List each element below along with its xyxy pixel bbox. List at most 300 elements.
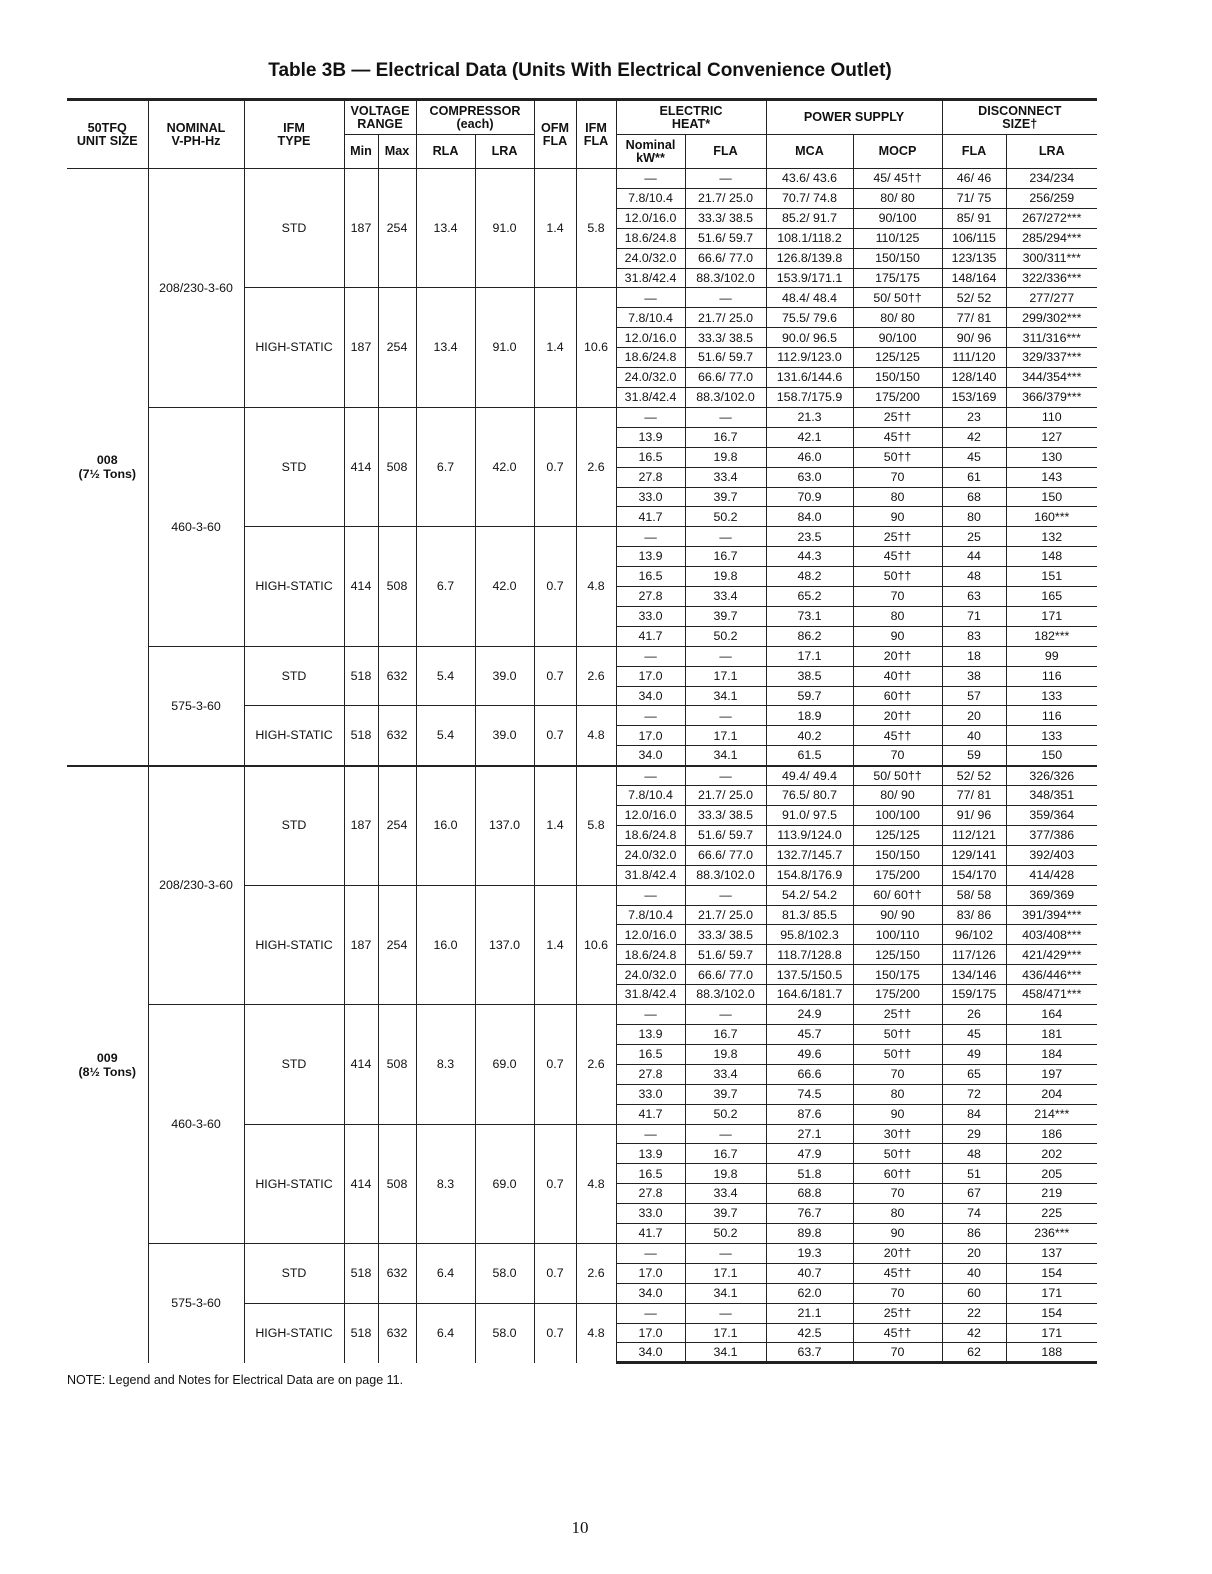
- ifm-fla-cell: 4.8: [576, 1124, 616, 1243]
- mca-cell: 21.1: [766, 1303, 853, 1323]
- mca-cell: 95.8/102.3: [766, 925, 853, 945]
- disconnect-lra-cell: 205: [1006, 1164, 1097, 1184]
- disconnect-lra-cell: 204: [1006, 1084, 1097, 1104]
- disconnect-fla-cell: 91/ 96: [942, 806, 1006, 826]
- heat-kw-cell: 27.8: [616, 467, 685, 487]
- ofm-fla-cell: 0.7: [534, 1005, 576, 1124]
- heat-fla-cell: —: [685, 527, 766, 547]
- heat-kw-cell: —: [616, 885, 685, 905]
- compressor-lra-cell: 42.0: [475, 527, 534, 646]
- heat-fla-cell: 33.3/ 38.5: [685, 806, 766, 826]
- electrical-data-table: [67, 98, 1097, 1364]
- mca-cell: 47.9: [766, 1144, 853, 1164]
- mca-cell: 86.2: [766, 626, 853, 646]
- heat-fla-cell: 17.1: [685, 666, 766, 686]
- heat-kw-cell: 31.8/42.4: [616, 268, 685, 288]
- mocp-cell: 45††: [853, 547, 942, 567]
- voltage-max-cell: 508: [378, 527, 416, 646]
- heat-fla-cell: 33.4: [685, 467, 766, 487]
- disconnect-lra-cell: 150: [1006, 487, 1097, 507]
- nominal-voltage-cell: 460-3-60: [148, 1005, 244, 1244]
- mocp-cell: 90: [853, 626, 942, 646]
- mocp-cell: 70: [853, 1064, 942, 1084]
- disconnect-lra-cell: 171: [1006, 606, 1097, 626]
- heat-fla-cell: 66.6/ 77.0: [685, 368, 766, 388]
- disconnect-lra-cell: 132: [1006, 527, 1097, 547]
- compressor-lra-cell: 91.0: [475, 169, 534, 288]
- voltage-max-cell: 254: [378, 766, 416, 885]
- disconnect-fla-cell: 134/146: [942, 965, 1006, 985]
- heat-fla-cell: —: [685, 646, 766, 666]
- mocp-cell: 100/110: [853, 925, 942, 945]
- ifm-type-cell: HIGH-STATIC: [244, 706, 344, 766]
- disconnect-fla-cell: 84: [942, 1104, 1006, 1124]
- ofm-fla-cell: 1.4: [534, 288, 576, 407]
- heat-fla-cell: 19.8: [685, 567, 766, 587]
- disconnect-fla-cell: 83: [942, 626, 1006, 646]
- table-title: Table 3B — Electrical Data (Units With Electrical Convenience Outlet): [268, 60, 892, 81]
- mca-cell: 132.7/145.7: [766, 845, 853, 865]
- mca-cell: 48.4/ 48.4: [766, 288, 853, 308]
- header-disconnect-fla: FLA: [942, 135, 1006, 169]
- header-compressor: COMPRESSOR (each): [416, 100, 534, 135]
- voltage-min-cell: 187: [344, 169, 378, 288]
- heat-kw-cell: 27.8: [616, 587, 685, 607]
- heat-fla-cell: 17.1: [685, 726, 766, 746]
- heat-kw-cell: 33.0: [616, 1084, 685, 1104]
- mocp-cell: 90/100: [853, 208, 942, 228]
- mca-cell: 40.7: [766, 1263, 853, 1283]
- ifm-fla-cell: 4.8: [576, 706, 616, 766]
- heat-fla-cell: 19.8: [685, 1164, 766, 1184]
- ifm-fla-cell: 5.8: [576, 766, 616, 885]
- disconnect-fla-cell: 25: [942, 527, 1006, 547]
- disconnect-fla-cell: 71: [942, 606, 1006, 626]
- heat-kw-cell: 34.0: [616, 1283, 685, 1303]
- mca-cell: 85.2/ 91.7: [766, 208, 853, 228]
- ifm-type-cell: STD: [244, 1005, 344, 1124]
- mocp-cell: 175/175: [853, 268, 942, 288]
- nominal-voltage-cell: 208/230-3-60: [148, 169, 244, 408]
- ifm-fla-cell: 4.8: [576, 527, 616, 646]
- mocp-cell: 90/100: [853, 328, 942, 348]
- mocp-cell: 150/150: [853, 845, 942, 865]
- disconnect-lra-cell: 299/302***: [1006, 308, 1097, 328]
- mca-cell: 18.9: [766, 706, 853, 726]
- mocp-cell: 25††: [853, 527, 942, 547]
- heat-kw-cell: 41.7: [616, 1104, 685, 1124]
- mocp-cell: 50/ 50††: [853, 288, 942, 308]
- mocp-cell: 20††: [853, 706, 942, 726]
- heat-kw-cell: 12.0/16.0: [616, 925, 685, 945]
- mocp-cell: 80/ 80: [853, 188, 942, 208]
- header-nominal: NOMINAL V-PH-Hz: [148, 100, 244, 169]
- mocp-cell: 60/ 60††: [853, 885, 942, 905]
- disconnect-fla-cell: 44: [942, 547, 1006, 567]
- heat-fla-cell: 34.1: [685, 746, 766, 766]
- mca-cell: 40.2: [766, 726, 853, 746]
- mocp-cell: 90: [853, 507, 942, 527]
- ofm-fla-cell: 0.7: [534, 1303, 576, 1363]
- disconnect-fla-cell: 61: [942, 467, 1006, 487]
- heat-fla-cell: 88.3/102.0: [685, 985, 766, 1005]
- heat-kw-cell: —: [616, 407, 685, 427]
- mocp-cell: 45††: [853, 427, 942, 447]
- unit-size-cell: 008 (7½ Tons): [67, 169, 148, 766]
- ofm-fla-cell: 0.7: [534, 407, 576, 526]
- disconnect-lra-cell: 171: [1006, 1323, 1097, 1343]
- heat-kw-cell: —: [616, 706, 685, 726]
- disconnect-fla-cell: 62: [942, 1343, 1006, 1363]
- heat-fla-cell: 66.6/ 77.0: [685, 248, 766, 268]
- disconnect-lra-cell: 377/386: [1006, 825, 1097, 845]
- compressor-rla-cell: 8.3: [416, 1005, 475, 1124]
- mca-cell: 126.8/139.8: [766, 248, 853, 268]
- heat-fla-cell: 51.6/ 59.7: [685, 228, 766, 248]
- heat-fla-cell: 33.4: [685, 1184, 766, 1204]
- compressor-lra-cell: 137.0: [475, 766, 534, 885]
- heat-kw-cell: 18.6/24.8: [616, 228, 685, 248]
- heat-kw-cell: 18.6/24.8: [616, 825, 685, 845]
- mocp-cell: 80/ 90: [853, 786, 942, 806]
- mca-cell: 48.2: [766, 567, 853, 587]
- mocp-cell: 90: [853, 1104, 942, 1124]
- header-nominal-kw: Nominal kW**: [616, 135, 685, 169]
- heat-kw-cell: 16.5: [616, 1044, 685, 1064]
- voltage-min-cell: 187: [344, 885, 378, 1004]
- mca-cell: 75.5/ 79.6: [766, 308, 853, 328]
- mocp-cell: 25††: [853, 1005, 942, 1025]
- mca-cell: 19.3: [766, 1243, 853, 1263]
- compressor-rla-cell: 6.7: [416, 527, 475, 646]
- mca-cell: 158.7/175.9: [766, 387, 853, 407]
- disconnect-lra-cell: 458/471***: [1006, 985, 1097, 1005]
- mocp-cell: 80/ 80: [853, 308, 942, 328]
- heat-fla-cell: 16.7: [685, 1024, 766, 1044]
- heat-fla-cell: 21.7/ 25.0: [685, 308, 766, 328]
- ifm-fla-cell: 2.6: [576, 1243, 616, 1303]
- ifm-type-cell: HIGH-STATIC: [244, 885, 344, 1004]
- disconnect-lra-cell: 421/429***: [1006, 945, 1097, 965]
- mocp-cell: 175/200: [853, 387, 942, 407]
- heat-fla-cell: —: [685, 407, 766, 427]
- disconnect-fla-cell: 63: [942, 587, 1006, 607]
- heat-fla-cell: 21.7/ 25.0: [685, 786, 766, 806]
- ifm-type-cell: HIGH-STATIC: [244, 527, 344, 646]
- disconnect-lra-cell: 165: [1006, 587, 1097, 607]
- mca-cell: 38.5: [766, 666, 853, 686]
- disconnect-fla-cell: 67: [942, 1184, 1006, 1204]
- disconnect-fla-cell: 74: [942, 1204, 1006, 1224]
- disconnect-lra-cell: 137: [1006, 1243, 1097, 1263]
- compressor-rla-cell: 16.0: [416, 766, 475, 885]
- mca-cell: 74.5: [766, 1084, 853, 1104]
- disconnect-fla-cell: 123/135: [942, 248, 1006, 268]
- disconnect-lra-cell: 236***: [1006, 1224, 1097, 1244]
- heat-fla-cell: 34.1: [685, 686, 766, 706]
- mca-cell: 24.9: [766, 1005, 853, 1025]
- mocp-cell: 90: [853, 1224, 942, 1244]
- voltage-max-cell: 508: [378, 1005, 416, 1124]
- heat-fla-cell: —: [685, 1243, 766, 1263]
- disconnect-lra-cell: 300/311***: [1006, 248, 1097, 268]
- disconnect-lra-cell: 184: [1006, 1044, 1097, 1064]
- heat-fla-cell: —: [685, 706, 766, 726]
- ifm-fla-cell: 10.6: [576, 288, 616, 407]
- ifm-type-cell: HIGH-STATIC: [244, 288, 344, 407]
- ofm-fla-cell: 0.7: [534, 1124, 576, 1243]
- mocp-cell: 125/125: [853, 825, 942, 845]
- mca-cell: 131.6/144.6: [766, 368, 853, 388]
- heat-kw-cell: 31.8/42.4: [616, 985, 685, 1005]
- compressor-lra-cell: 42.0: [475, 407, 534, 526]
- disconnect-fla-cell: 58/ 58: [942, 885, 1006, 905]
- heat-fla-cell: 34.1: [685, 1283, 766, 1303]
- mocp-cell: 70: [853, 1283, 942, 1303]
- disconnect-lra-cell: 329/337***: [1006, 348, 1097, 368]
- heat-kw-cell: 13.9: [616, 547, 685, 567]
- ifm-type-cell: STD: [244, 1243, 344, 1303]
- heat-kw-cell: 41.7: [616, 1224, 685, 1244]
- heat-kw-cell: 13.9: [616, 427, 685, 447]
- header-mocp: MOCP: [853, 135, 942, 169]
- voltage-max-cell: 508: [378, 407, 416, 526]
- disconnect-lra-cell: 130: [1006, 447, 1097, 467]
- header-power-supply: POWER SUPPLY: [766, 100, 942, 135]
- mca-cell: 43.6/ 43.6: [766, 169, 853, 189]
- compressor-lra-cell: 58.0: [475, 1303, 534, 1363]
- table-row: [67, 646, 1097, 666]
- compressor-rla-cell: 8.3: [416, 1124, 475, 1243]
- header-ifm-fla: IFM FLA: [576, 100, 616, 169]
- compressor-lra-cell: 69.0: [475, 1005, 534, 1124]
- disconnect-fla-cell: 77/ 81: [942, 786, 1006, 806]
- compressor-lra-cell: 58.0: [475, 1243, 534, 1303]
- disconnect-lra-cell: 391/394***: [1006, 905, 1097, 925]
- mca-cell: 91.0/ 97.5: [766, 806, 853, 826]
- heat-kw-cell: 7.8/10.4: [616, 308, 685, 328]
- heat-fla-cell: 17.1: [685, 1263, 766, 1283]
- ofm-fla-cell: 0.7: [534, 1243, 576, 1303]
- mca-cell: 112.9/123.0: [766, 348, 853, 368]
- mca-cell: 17.1: [766, 646, 853, 666]
- disconnect-fla-cell: 128/140: [942, 368, 1006, 388]
- ifm-type-cell: STD: [244, 766, 344, 885]
- mocp-cell: 45††: [853, 1323, 942, 1343]
- mocp-cell: 90/ 90: [853, 905, 942, 925]
- heat-kw-cell: 24.0/32.0: [616, 368, 685, 388]
- heat-fla-cell: 50.2: [685, 1224, 766, 1244]
- compressor-lra-cell: 39.0: [475, 706, 534, 766]
- disconnect-fla-cell: 60: [942, 1283, 1006, 1303]
- mocp-cell: 80: [853, 487, 942, 507]
- header-mca: MCA: [766, 135, 853, 169]
- heat-kw-cell: 17.0: [616, 1263, 685, 1283]
- disconnect-fla-cell: 77/ 81: [942, 308, 1006, 328]
- mocp-cell: 70: [853, 587, 942, 607]
- heat-kw-cell: —: [616, 766, 685, 786]
- heat-fla-cell: 88.3/102.0: [685, 387, 766, 407]
- disconnect-lra-cell: 154: [1006, 1263, 1097, 1283]
- heat-kw-cell: 16.5: [616, 1164, 685, 1184]
- disconnect-fla-cell: 65: [942, 1064, 1006, 1084]
- heat-fla-cell: 88.3/102.0: [685, 268, 766, 288]
- heat-kw-cell: 7.8/10.4: [616, 786, 685, 806]
- disconnect-fla-cell: 90/ 96: [942, 328, 1006, 348]
- heat-kw-cell: 33.0: [616, 487, 685, 507]
- mocp-cell: 40††: [853, 666, 942, 686]
- heat-kw-cell: —: [616, 1243, 685, 1263]
- heat-fla-cell: 16.7: [685, 427, 766, 447]
- disconnect-lra-cell: 181: [1006, 1024, 1097, 1044]
- heat-fla-cell: 51.6/ 59.7: [685, 348, 766, 368]
- heat-kw-cell: —: [616, 288, 685, 308]
- disconnect-fla-cell: 154/170: [942, 865, 1006, 885]
- mca-cell: 84.0: [766, 507, 853, 527]
- disconnect-lra-cell: 392/403: [1006, 845, 1097, 865]
- disconnect-lra-cell: 164: [1006, 1005, 1097, 1025]
- mocp-cell: 60††: [853, 1164, 942, 1184]
- ifm-fla-cell: 5.8: [576, 169, 616, 288]
- mca-cell: 73.1: [766, 606, 853, 626]
- disconnect-fla-cell: 83/ 86: [942, 905, 1006, 925]
- disconnect-lra-cell: 359/364: [1006, 806, 1097, 826]
- disconnect-fla-cell: 159/175: [942, 985, 1006, 1005]
- heat-kw-cell: 7.8/10.4: [616, 188, 685, 208]
- voltage-min-cell: 187: [344, 766, 378, 885]
- disconnect-fla-cell: 85/ 91: [942, 208, 1006, 228]
- mca-cell: 108.1/118.2: [766, 228, 853, 248]
- disconnect-lra-cell: 171: [1006, 1283, 1097, 1303]
- heat-fla-cell: 39.7: [685, 606, 766, 626]
- mocp-cell: 110/125: [853, 228, 942, 248]
- heat-fla-cell: —: [685, 766, 766, 786]
- disconnect-fla-cell: 57: [942, 686, 1006, 706]
- heat-kw-cell: —: [616, 1005, 685, 1025]
- page-number: 10: [571, 1518, 589, 1537]
- mca-cell: 70.9: [766, 487, 853, 507]
- header-heat-fla: FLA: [685, 135, 766, 169]
- mca-cell: 164.6/181.7: [766, 985, 853, 1005]
- mca-cell: 42.5: [766, 1323, 853, 1343]
- nominal-voltage-cell: 575-3-60: [148, 646, 244, 765]
- disconnect-fla-cell: 52/ 52: [942, 288, 1006, 308]
- compressor-lra-cell: 39.0: [475, 646, 534, 706]
- heat-fla-cell: 19.8: [685, 1044, 766, 1064]
- disconnect-fla-cell: 80: [942, 507, 1006, 527]
- disconnect-lra-cell: 160***: [1006, 507, 1097, 527]
- disconnect-fla-cell: 42: [942, 1323, 1006, 1343]
- header-disconnect-lra: LRA: [1006, 135, 1097, 169]
- mocp-cell: 50††: [853, 447, 942, 467]
- heat-kw-cell: 31.8/42.4: [616, 865, 685, 885]
- disconnect-fla-cell: 153/169: [942, 387, 1006, 407]
- ifm-fla-cell: 2.6: [576, 646, 616, 706]
- mocp-cell: 30††: [853, 1124, 942, 1144]
- heat-fla-cell: —: [685, 288, 766, 308]
- ofm-fla-cell: 0.7: [534, 527, 576, 646]
- heat-fla-cell: 17.1: [685, 1323, 766, 1343]
- heat-kw-cell: 33.0: [616, 1204, 685, 1224]
- disconnect-lra-cell: 322/336***: [1006, 268, 1097, 288]
- unit-size-cell: 009 (8½ Tons): [67, 766, 148, 1363]
- voltage-min-cell: 518: [344, 1303, 378, 1363]
- heat-fla-cell: —: [685, 1005, 766, 1025]
- mocp-cell: 80: [853, 1204, 942, 1224]
- disconnect-lra-cell: 182***: [1006, 626, 1097, 646]
- ifm-type-cell: STD: [244, 407, 344, 526]
- mca-cell: 45.7: [766, 1024, 853, 1044]
- mca-cell: 76.5/ 80.7: [766, 786, 853, 806]
- table-row: [67, 1005, 1097, 1025]
- table-row: [67, 1243, 1097, 1263]
- disconnect-fla-cell: 20: [942, 1243, 1006, 1263]
- disconnect-lra-cell: 256/259: [1006, 188, 1097, 208]
- ofm-fla-cell: 0.7: [534, 706, 576, 766]
- nominal-voltage-cell: 460-3-60: [148, 407, 244, 646]
- heat-fla-cell: 34.1: [685, 1343, 766, 1363]
- disconnect-fla-cell: 59: [942, 746, 1006, 766]
- voltage-max-cell: 632: [378, 646, 416, 706]
- mocp-cell: 50††: [853, 567, 942, 587]
- mca-cell: 153.9/171.1: [766, 268, 853, 288]
- mca-cell: 49.4/ 49.4: [766, 766, 853, 786]
- heat-fla-cell: —: [685, 885, 766, 905]
- mocp-cell: 150/150: [853, 248, 942, 268]
- nominal-voltage-cell: 575-3-60: [148, 1243, 244, 1362]
- voltage-max-cell: 254: [378, 885, 416, 1004]
- header-disconnect-size: DISCONNECT SIZE†: [942, 100, 1097, 135]
- disconnect-lra-cell: 348/351: [1006, 786, 1097, 806]
- mocp-cell: 70: [853, 467, 942, 487]
- disconnect-lra-cell: 225: [1006, 1204, 1097, 1224]
- disconnect-fla-cell: 45: [942, 1024, 1006, 1044]
- voltage-min-cell: 187: [344, 288, 378, 407]
- disconnect-lra-cell: 186: [1006, 1124, 1097, 1144]
- disconnect-fla-cell: 38: [942, 666, 1006, 686]
- voltage-min-cell: 414: [344, 407, 378, 526]
- heat-fla-cell: 66.6/ 77.0: [685, 965, 766, 985]
- disconnect-fla-cell: 111/120: [942, 348, 1006, 368]
- heat-kw-cell: 7.8/10.4: [616, 905, 685, 925]
- heat-kw-cell: —: [616, 1124, 685, 1144]
- compressor-rla-cell: 5.4: [416, 646, 475, 706]
- mocp-cell: 20††: [853, 646, 942, 666]
- ofm-fla-cell: 1.4: [534, 169, 576, 288]
- table-note: NOTE: Legend and Notes for Electrical Data are on page 11.: [67, 1373, 404, 1387]
- ofm-fla-cell: 1.4: [534, 766, 576, 885]
- compressor-lra-cell: 69.0: [475, 1124, 534, 1243]
- disconnect-fla-cell: 96/102: [942, 925, 1006, 945]
- disconnect-lra-cell: 133: [1006, 686, 1097, 706]
- heat-fla-cell: 51.6/ 59.7: [685, 825, 766, 845]
- disconnect-fla-cell: 26: [942, 1005, 1006, 1025]
- mocp-cell: 45/ 45††: [853, 169, 942, 189]
- mocp-cell: 175/200: [853, 865, 942, 885]
- mca-cell: 81.3/ 85.5: [766, 905, 853, 925]
- mocp-cell: 80: [853, 606, 942, 626]
- heat-kw-cell: 34.0: [616, 746, 685, 766]
- disconnect-lra-cell: 277/277: [1006, 288, 1097, 308]
- header-voltage-range: VOLTAGE RANGE: [344, 100, 416, 135]
- heat-fla-cell: 88.3/102.0: [685, 865, 766, 885]
- mocp-cell: 125/125: [853, 348, 942, 368]
- disconnect-lra-cell: 436/446***: [1006, 965, 1097, 985]
- mocp-cell: 50††: [853, 1024, 942, 1044]
- heat-kw-cell: 12.0/16.0: [616, 328, 685, 348]
- heat-fla-cell: 51.6/ 59.7: [685, 945, 766, 965]
- mocp-cell: 50/ 50††: [853, 766, 942, 786]
